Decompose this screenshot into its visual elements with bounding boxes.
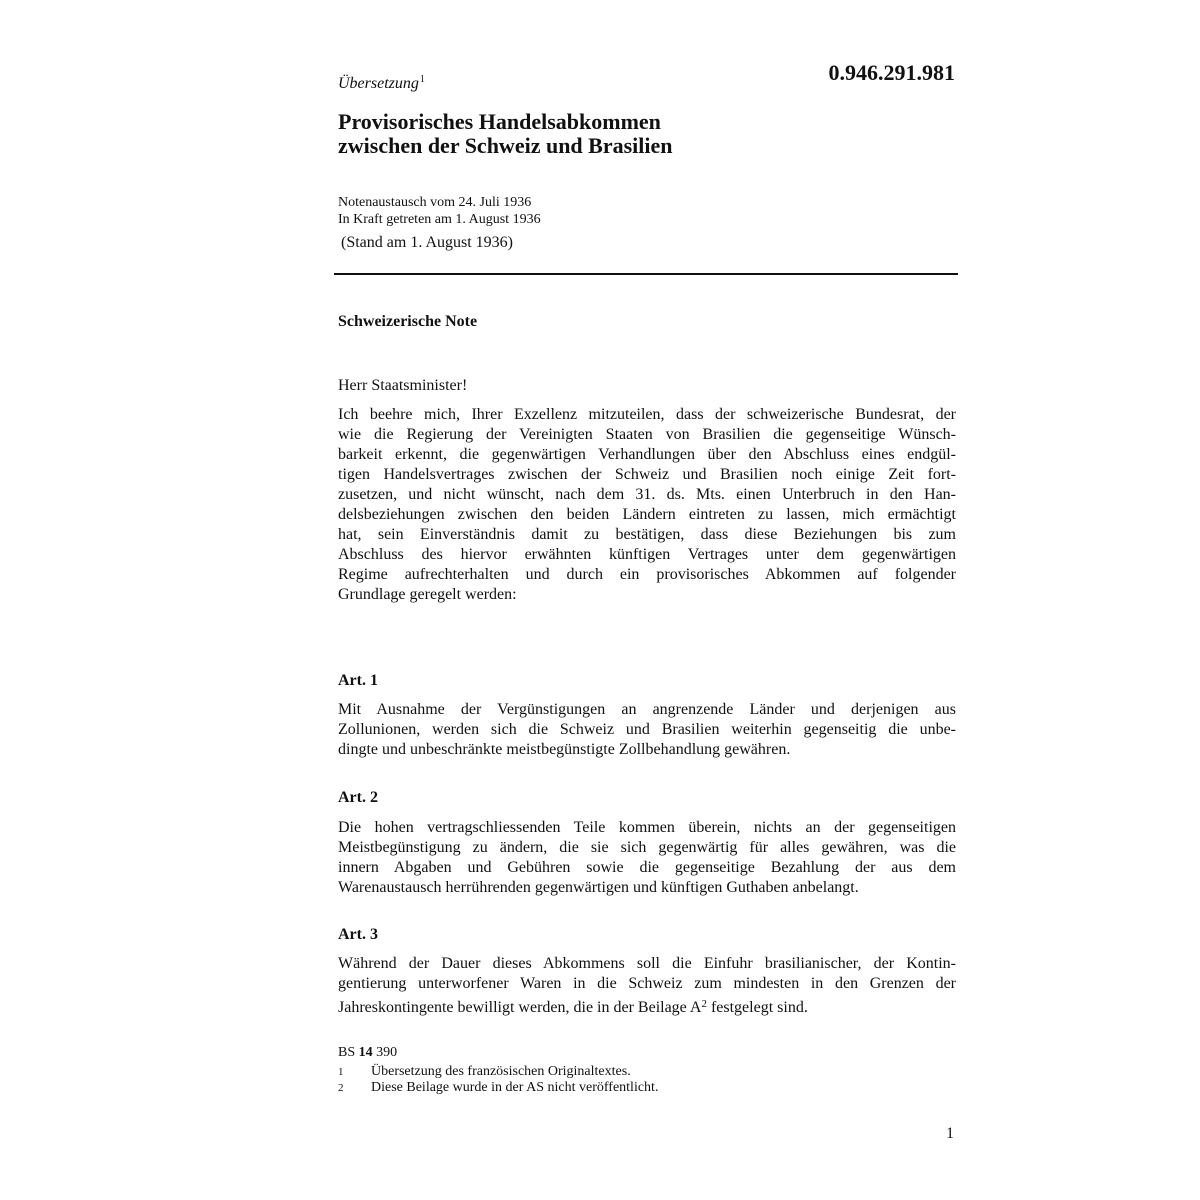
bs-page: 390 (376, 1045, 398, 1060)
sr-number: 0.946.291.981 (828, 60, 955, 85)
article-line: Meistbegünstigung zu ändern, die sie sich gegenwärtig für alles gewähren, was die (338, 839, 956, 856)
note-line: Grundlage geregelt werden: (338, 586, 517, 603)
footnote-number: 2 (338, 1082, 344, 1094)
footnote-text: Diese Beilage wurde in der AS nicht veröffentlicht. (371, 1080, 659, 1095)
footnote-ref-1[interactable]: 1 (419, 74, 425, 85)
article-line: gentierung unterworfener Waren in die Schweiz zum mindesten in den Grenzen der (338, 975, 956, 992)
article-line-text: Jahreskontingente bewilligt werden, die in der Beilage A (338, 999, 702, 1016)
article-3-heading: Art. 3 (338, 926, 378, 943)
article-3-body (338, 954, 956, 1018)
article-line: innern Abgaben und Gebühren sowie die gegenseitige Bezahlung der aus dem (338, 859, 956, 876)
section-heading: Schweizerische Note (338, 313, 478, 330)
in-force-date: In Kraft getreten am 1. August 1936 (338, 212, 541, 227)
greeting: Herr Staatsminister! (338, 377, 468, 394)
translation-label (338, 74, 425, 93)
article-2-heading: Art. 2 (338, 789, 378, 806)
article-1-heading: Art. 1 (338, 672, 378, 689)
title-line-2: zwischen der Schweiz und Brasilien (338, 133, 673, 158)
footnotes (338, 1064, 658, 1096)
footnote-ref-2[interactable]: 2 (701, 998, 707, 1010)
article-line: Zollunionen, werden sich die Schweiz und Brasilien weiterhin gegenseitig die unbe- (338, 721, 956, 738)
article-line-text: festgelegt sind. (706, 999, 808, 1016)
exchange-date: Notenaustausch vom 24. Juli 1936 (338, 195, 532, 210)
note-line: tigen Handelsvertrages zwischen der Schweiz und Brasilien noch einige Zeit fort- (338, 466, 956, 483)
note-line: barkeit erkennt, die gegenwärtigen Verhandlungen über den Abschluss eines endgül- (338, 446, 956, 463)
status-date: (Stand am 1. August 1936) (341, 234, 513, 251)
note-line: zusetzen, und nicht wünscht, nach dem 31. ds. Mts. einen Unterbruch in den Han- (338, 486, 956, 503)
article-1-body (338, 700, 956, 760)
article-line: Die hohen vertragschliessenden Teile kommen überein, nichts an der gegenseitigen (338, 819, 956, 836)
note-line: delsbeziehungen zwischen den beiden Ländern eintreten zu lassen, mich ermächtigt (338, 506, 956, 523)
note-line: hat, sein Einverständnis damit zu bestätigen, dass diese Beziehungen bis zum (338, 526, 956, 543)
document-meta (338, 194, 541, 228)
note-line: wie die Regierung der Vereinigten Staaten von Brasilien die gegenseitige Wünsch- (338, 426, 956, 443)
footnote-number: 1 (338, 1066, 344, 1078)
article-line: Während der Dauer dieses Abkommens soll die Einfuhr brasilianischer, der Kontin- (338, 955, 956, 972)
document-title (338, 110, 673, 158)
note-line: Ich beehre mich, Ihrer Exzellenz mitzuteilen, dass der schweizerische Bundesrat, der (338, 406, 956, 423)
footnote-item (338, 1064, 658, 1080)
bs-prefix: BS (338, 1045, 356, 1060)
footnote-text: Übersetzung des französischen Originaltextes. (371, 1064, 631, 1079)
header-divider (334, 273, 958, 275)
page-number: 1 (946, 1125, 954, 1142)
note-line: Abschluss des hiervor erwähnten künftigen Vertrages unter dem gegenwärtigen (338, 546, 956, 563)
note-line: Regime aufrechterhalten und durch ein provisorisches Abkommen auf folgender (338, 566, 956, 583)
article-line (338, 994, 956, 1018)
translation-label-text: Übersetzung (338, 75, 419, 92)
bs-volume: 14 (358, 1045, 373, 1060)
article-line: Warenaustausch herrührenden gegenwärtigen und künftigen Guthaben anbelangt. (338, 879, 859, 896)
title-line-1: Provisorisches Handelsabkommen (338, 109, 661, 134)
article-line: Mit Ausnahme der Vergünstigungen an angrenzende Länder und derjenigen aus (338, 701, 956, 718)
footnote-item (338, 1080, 658, 1096)
note-body (338, 405, 956, 605)
article-line: dingte und unbeschränkte meistbegünstigte Zollbehandlung gewähren. (338, 741, 791, 758)
bs-reference (338, 1045, 397, 1061)
article-2-body (338, 818, 956, 898)
